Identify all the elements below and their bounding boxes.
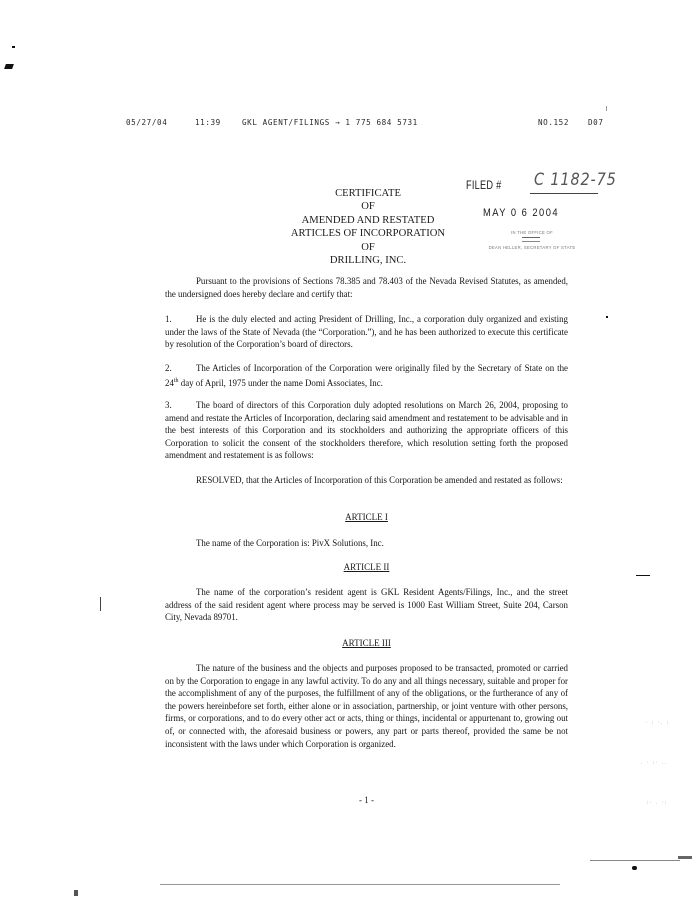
- article-text: The nature of the business and the objects and purposes proposed to be transacted, promoted or carried on by the Corporation to engage in any lawful activity. To do any and all things necessary, suitable and proper for the accomplishment of any of the purposes, the fulfillment of any of the obligations, or the furtherance of any of the powers hereinbefore set forth, either alone or in association, partnership, or joint venture with other persons, firms, or corporations, and to do every other act or acts, thing or things, incidental or appurtenant to, growing out of, or connected with, the aforesaid business or powers, any part or parts thereof, provided the same be not inconsistent with the laws under which Corporation is organized.: [165, 663, 568, 749]
- item-text: The Articles of Incorporation of the Corporation were originally filed by the Secretary of State on the 24: [165, 363, 568, 388]
- scan-noise: . · :· ..: [640, 760, 668, 766]
- page-number: - 1 -: [359, 795, 374, 805]
- title-line: CERTIFICATE: [335, 188, 401, 199]
- scan-noise: · : ·. :: [645, 720, 670, 726]
- article-heading: ARTICLE III: [342, 638, 391, 648]
- title-line: DRILLING, INC.: [329, 255, 407, 267]
- title-line: AMENDED AND RESTATED: [301, 214, 435, 226]
- filed-number: C 1182-75: [534, 170, 617, 190]
- scan-mark: [606, 316, 608, 318]
- article-heading: ARTICLE II: [343, 562, 390, 572]
- item-text: day of April, 1975 under the name Domi Associates, Inc.: [178, 377, 383, 388]
- item-superscript: th: [173, 377, 179, 384]
- item-text: The board of directors of this Corporation duly adopted resolutions on March 26, 2004, proposing to amend and restate the Articles of Incorporation, declaring said amendment and restatement to be advisable and in the best interests of this Corporation and its stockholders and authorizing the appropriate officers of this Corporation to solicit the consent of the stockholders therefore, which resolution setting forth the proposed amendment and restatement is as follows:: [165, 400, 568, 461]
- stamp-office-line: DEAN HELLER, SECRETARY OF STATE: [488, 245, 576, 250]
- numbered-item: [165, 399, 568, 462]
- scan-mark: [74, 890, 78, 896]
- article-text: The name of the corporation’s resident agent is GKL Resident Agents/Filings, Inc., and the street address of the said resident agent where process may be served is 1000 East William Street, Suite 204, Carson City, Nevada 89701.: [165, 587, 568, 623]
- scan-mark: [590, 860, 680, 861]
- item-number: 1.: [165, 314, 172, 324]
- fax-page: D07: [588, 118, 604, 127]
- scan-mark: [636, 575, 650, 576]
- scan-noise: :· . ·:: [646, 800, 668, 806]
- filed-date: MAY 0 6 2004: [483, 207, 560, 219]
- fax-sender: GKL AGENT/FILINGS → 1 775 684 5731: [242, 118, 418, 127]
- item-number: 2.: [165, 363, 172, 373]
- title-line: OF: [361, 201, 375, 213]
- fax-number: NO.152: [538, 118, 570, 127]
- item-text: He is the duly elected and acting President of Drilling, Inc., a corporation duly organized and existing under the laws of the State of Nevada (the “Corporation.”), and he has been authorized to execute this certificate by resolution of the Corporation’s board of directors.: [165, 314, 568, 350]
- article-heading: ARTICLE I: [345, 512, 388, 522]
- scan-mark: [4, 64, 14, 69]
- fax-date: 05/27/04: [126, 118, 168, 127]
- title-line: ARTICLES OF INCORPORATION: [290, 228, 446, 240]
- scan-mark: [12, 46, 15, 48]
- filed-underline: [530, 193, 598, 194]
- item-number: 3.: [165, 400, 172, 410]
- numbered-item: [165, 362, 568, 389]
- scan-mark: [100, 597, 101, 611]
- scan-mark: [678, 856, 692, 859]
- scan-mark: [606, 106, 607, 111]
- scan-mark: [632, 866, 637, 870]
- stamp-office-line: IN THE OFFICE OF: [511, 230, 553, 235]
- signature-mark: [522, 237, 540, 242]
- numbered-item: [165, 313, 568, 351]
- title-line: OF: [361, 241, 375, 253]
- fax-time: 11:39: [195, 118, 221, 127]
- intro-paragraph: Pursuant to the provisions of Sections 78.385 and 78.403 of the Nevada Revised Statutes, as amended, the undersigned does hereby declare and certify that:: [165, 276, 568, 299]
- scan-mark: [160, 884, 560, 885]
- document-title: [268, 187, 468, 267]
- filed-label: FILED #: [466, 180, 502, 192]
- resolved-paragraph: RESOLVED, that the Articles of Incorporation of this Corporation be amended and restated as follows:: [196, 475, 563, 485]
- article-text: The name of the Corporation is: PivX Solutions, Inc.: [196, 538, 384, 548]
